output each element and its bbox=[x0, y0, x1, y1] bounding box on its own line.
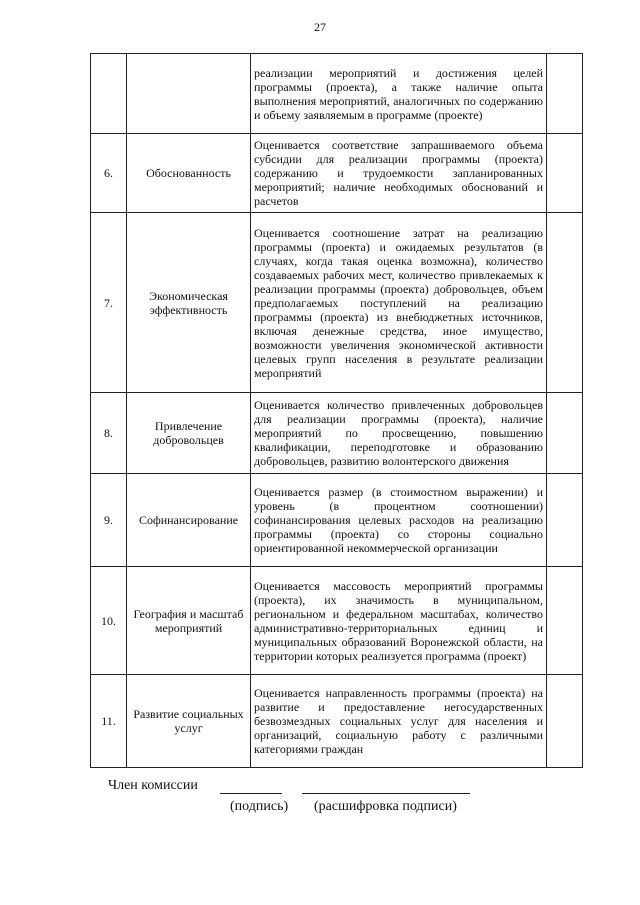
score-cell bbox=[547, 474, 583, 567]
criterion-description: Оценивается количество привлеченных добровольцев для реализации программы (проекта), наличие мероприятий по просвещению, повышению квалификации, переподготовке и образованию добровольцев, развитию волонтерского движения bbox=[251, 393, 547, 474]
table-row bbox=[91, 675, 583, 768]
signature-block bbox=[108, 778, 528, 828]
criterion-name: Экономическая эффективность bbox=[127, 213, 251, 393]
signature-line[interactable] bbox=[220, 793, 282, 794]
signature-caption: (подпись) bbox=[230, 799, 289, 814]
score-cell bbox=[547, 393, 583, 474]
score-cell bbox=[547, 213, 583, 393]
signature-decoding-line[interactable] bbox=[302, 793, 470, 794]
criterion-description: Оценивается массовость мероприятий программы (проекта), их значимость в муниципальном, региональном и федеральном масштабах, количество административно-территориальных единиц и муниципальных образований Воронежской области, на территории которых реализуется программа (проект) bbox=[251, 567, 547, 675]
table-row bbox=[91, 134, 583, 213]
table-row bbox=[91, 474, 583, 567]
row-number: 9. bbox=[91, 474, 127, 567]
commission-member-label: Член комиссии bbox=[108, 778, 198, 793]
score-cell bbox=[547, 675, 583, 768]
page-number: 27 bbox=[314, 20, 326, 34]
row-number bbox=[91, 54, 127, 134]
criterion-name: Софинансирование bbox=[127, 474, 251, 567]
criterion-description: Оценивается направленность программы (проекта) на развитие и предоставление негосударственных безвозмездных социальных услуг для населения и организаций, социальную работу с различными категориями граждан bbox=[251, 675, 547, 768]
table-row bbox=[91, 213, 583, 393]
criterion-name: География и масштаб мероприятий bbox=[127, 567, 251, 675]
table-row bbox=[91, 393, 583, 474]
signature-decoding-caption: (расшифровка подписи) bbox=[314, 799, 457, 814]
score-cell bbox=[547, 54, 583, 134]
criterion-name: Обоснованность bbox=[127, 134, 251, 213]
row-number: 6. bbox=[91, 134, 127, 213]
row-number: 11. bbox=[91, 675, 127, 768]
criterion-name: Развитие социальных услуг bbox=[127, 675, 251, 768]
criterion-name: Привлечение добровольцев bbox=[127, 393, 251, 474]
row-number: 8. bbox=[91, 393, 127, 474]
table-row bbox=[91, 54, 583, 134]
row-number: 10. bbox=[91, 567, 127, 675]
score-cell bbox=[547, 134, 583, 213]
score-cell bbox=[547, 567, 583, 675]
criterion-description: Оценивается соотношение затрат на реализацию программы (проекта) и ожидаемых результатов (в случаях, когда такая оценка возможна), количество создаваемых рабочих мест, количество привлекаемых к реализации программы (проекта) добровольцев, объем предполагаемых поступлений на реализацию программы (проекта) из внебюджетных источников, включая денежные средства, иное имущество, возможности увеличения экономической активности целевых групп населения в результате реализации мероприятий bbox=[251, 213, 547, 393]
criteria-table bbox=[90, 53, 583, 768]
criterion-name bbox=[127, 54, 251, 134]
table-row bbox=[91, 567, 583, 675]
row-number: 7. bbox=[91, 213, 127, 393]
criterion-description: Оценивается размер (в стоимостном выражении) и уровень (в процентном соотношении) софинансирования целевых расходов на реализацию программы (проекта) со стороны социально ориентированной некоммерческой организации bbox=[251, 474, 547, 567]
criterion-description: реализации мероприятий и достижения целей программы (проекта), а также наличие опыта выполнения мероприятий, аналогичных по содержанию и объему заявляемым в программе (проекте) bbox=[251, 54, 547, 134]
criterion-description: Оценивается соответствие запрашиваемого объема субсидии для реализации программы (проекта) содержанию и трудоемкости запланированных мероприятий; наличие необходимых обоснований и расчетов bbox=[251, 134, 547, 213]
